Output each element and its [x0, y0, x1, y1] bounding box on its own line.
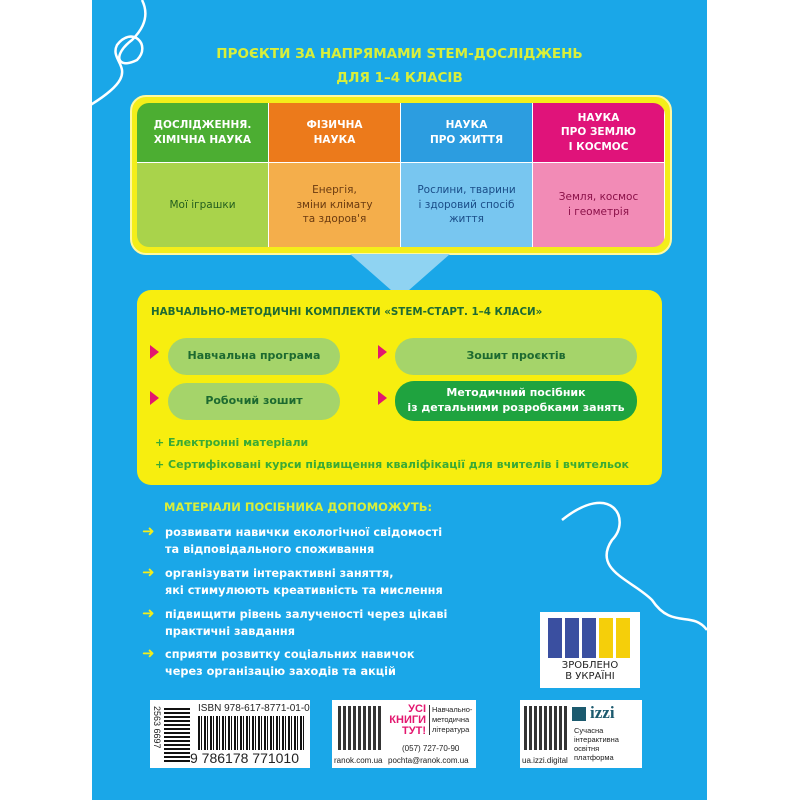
- kit-heading: НАВЧАЛЬНО-МЕТОДИЧНІ КОМПЛЕКТИ «STEM-СТАРТ. 1–4 КЛАСИ»: [151, 306, 543, 318]
- qr-code-icon: [338, 706, 382, 750]
- pointer-icon: [378, 391, 387, 405]
- barcode-icon: [198, 716, 306, 750]
- pointer-icon: [150, 345, 159, 359]
- isbn-barcode: 2563 6697 ISBN 978-617-8771-01-0 9 786178 771010: [150, 700, 310, 768]
- kit-item-highlighted: Методичний посібник із детальними розробками занять: [395, 381, 637, 421]
- izzi-info: izzi Сучасна інтерактивна освітня платформа ua.izzi.digital: [520, 700, 642, 768]
- stem-directions-table: [130, 95, 672, 255]
- ranok-info: УСІ КНИГИ ТУТ! Навчально- методична література (057) 727-70-90 ranok.com.ua pochta@ranok.com.ua: [332, 700, 476, 768]
- pointer-icon: [150, 391, 159, 405]
- kit-item: Навчальна програма: [168, 338, 340, 375]
- book-back-cover: ПРОЄКТИ ЗА НАПРЯМАМИ STEM-ДОСЛІДЖЕНЬ ДЛЯ 1–4 КЛАСІВ ДОСЛІДЖЕННЯ. ХІМІЧНА НАУКА ФІЗИЧНА НАУКА НАУКА ПРО ЖИТТЯ НАУКА ПРО ЗЕМЛЮ І КОСМОС Мої іграшки Енергія, зміни клімату та здоров'я Рослини, тварини і здоровий спосіб життя Земля, космос і геометрія НАВЧАЛЬНО-МЕТОДИЧНІ КОМПЛЕКТИ «STEM-СТАРТ. 1–4 КЛАСИ» Навчальна програма Зошит проєктів Робочий зошит Методичний посібник із детальними розробками занять + Електронні матеріали + Сертифіковані курси підвищення кваліфікації для вчителів і вчительок МАТЕРІАЛИ ПОСІБНИКА ДОПОМОЖУТЬ: ➜ розвивати навички екологічної свідомості та відповідального споживання ➜ організувати інтерактивні заняття, які стимулюють креативність та мислення ➜ підвищити рівень залученості через цікаві практичні завдання ➜ сприяти розвитку соціальних навичок через організацію заходів та акцій ЗРОБЛЕНО В УКРАЇНІ 2563 6697 ISBN 978-617-8771-01-0 9 786178 771010 УСІ КНИГИ ТУТ! Навчально- методична література (057) 727-70-90 ranok.com.ua pochta@ranok.com.ua izzi Сучасна інтерактивна освітня платформа ua.izzi.digital: [92, 0, 707, 800]
- page-title-line2: ДЛЯ 1–4 КЛАСІВ: [336, 70, 463, 86]
- arrow-right-icon: ➜: [142, 644, 155, 662]
- arrow-right-icon: ➜: [142, 604, 155, 622]
- kit-panel: [137, 290, 662, 485]
- table-cell: Земля, космос і геометрія: [533, 162, 665, 247]
- kit-extra: + Сертифіковані курси підвищення кваліфікації для вчителів і вчительок: [155, 458, 630, 471]
- kit-extra: + Електронні матеріали: [155, 436, 309, 449]
- table-cell: Енергія, зміни клімату та здоров'я: [269, 162, 401, 247]
- qr-code-icon: [524, 706, 568, 750]
- barcode-icon: [164, 706, 190, 762]
- table-cell: Рослини, тварини і здоровий спосіб життя: [401, 162, 533, 247]
- arrow-right-icon: ➜: [142, 522, 155, 540]
- izzi-logo-icon: [572, 707, 586, 721]
- made-in-ukraine-logo: ЗРОБЛЕНО В УКРАЇНІ: [540, 612, 640, 688]
- kit-item: Зошит проєктів: [395, 338, 637, 375]
- pointer-icon: [378, 345, 387, 359]
- arrow-right-icon: ➜: [142, 563, 155, 581]
- materials-heading: МАТЕРІАЛИ ПОСІБНИКА ДОПОМОЖУТЬ:: [164, 500, 433, 514]
- kit-item: Робочий зошит: [168, 383, 340, 420]
- table-header: ФІЗИЧНА НАУКА: [269, 103, 401, 162]
- table-cell: Мої іграшки: [137, 162, 269, 247]
- table-header: НАУКА ПРО ЖИТТЯ: [401, 103, 533, 162]
- page-title-line1: ПРОЄКТИ ЗА НАПРЯМАМИ STEM-ДОСЛІДЖЕНЬ: [216, 46, 583, 62]
- table-header: ДОСЛІДЖЕННЯ. ХІМІЧНА НАУКА: [137, 103, 269, 162]
- table-header: НАУКА ПРО ЗЕМЛЮ І КОСМОС: [533, 103, 665, 162]
